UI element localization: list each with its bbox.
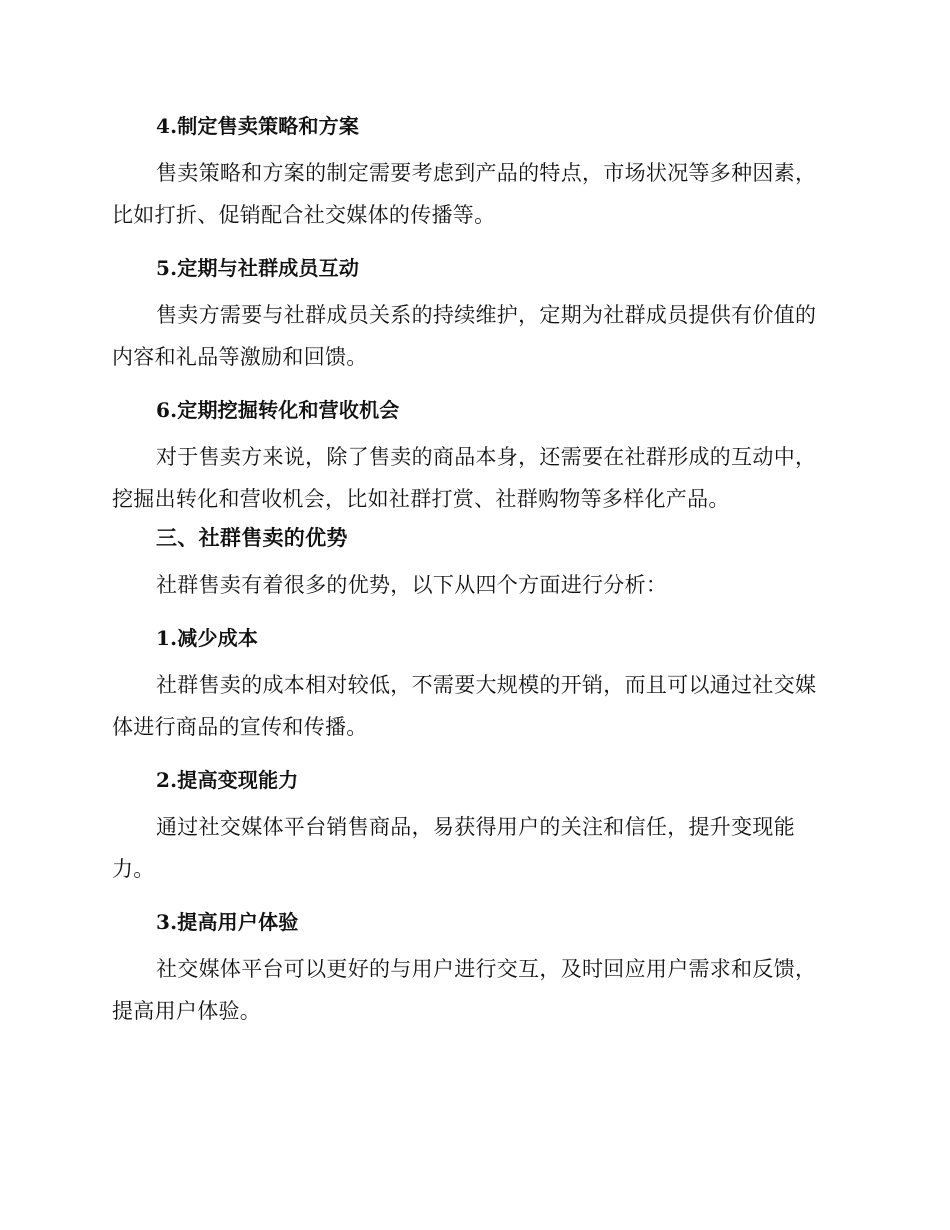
paragraph-user-experience: 社交媒体平台可以更好的与用户进行交互，及时回应用户需求和反馈，提高用户体验。 [112, 957, 817, 1023]
heading-user-experience: 3.提高用户体验 [156, 910, 299, 934]
heading-conversion-opportunity: 6.定期挖掘转化和营收机会 [156, 398, 400, 422]
paragraph-member-interaction: 售卖方需要与社群成员关系的持续维护，定期为社群成员提供有价值的内容和礼品等激励和回馈。 [112, 303, 817, 369]
paragraph-sell-strategy: 售卖策略和方案的制定需要考虑到产品的特点，市场状况等多种因素，比如打折、促销配合社交媒体的传播等。 [112, 161, 817, 227]
paragraph-conversion-opportunity: 对于售卖方来说，除了售卖的商品本身，还需要在社群形成的互动中，挖掘出转化和营收机会，比如社群打赏、社群购物等多样化产品。 [112, 445, 817, 511]
paragraph-monetization: 通过社交媒体平台销售商品，易获得用户的关注和信任，提升变现能力。 [112, 815, 795, 881]
paragraph-reduce-cost: 社群售卖的成本相对较低，不需要大规模的开销，而且可以通过社交媒体进行商品的宣传和传播。 [112, 673, 817, 739]
heading-reduce-cost: 1.减少成本 [156, 626, 259, 650]
heading-sell-strategy: 4.制定售卖策略和方案 [156, 114, 360, 138]
heading-member-interaction: 5.定期与社群成员互动 [156, 256, 360, 280]
paragraph-advantages-intro: 社群售卖有着很多的优势，以下从四个方面进行分析： [156, 573, 668, 597]
section-title-advantages: 三、社群售卖的优势 [156, 525, 348, 550]
heading-monetization: 2.提高变现能力 [156, 768, 299, 792]
